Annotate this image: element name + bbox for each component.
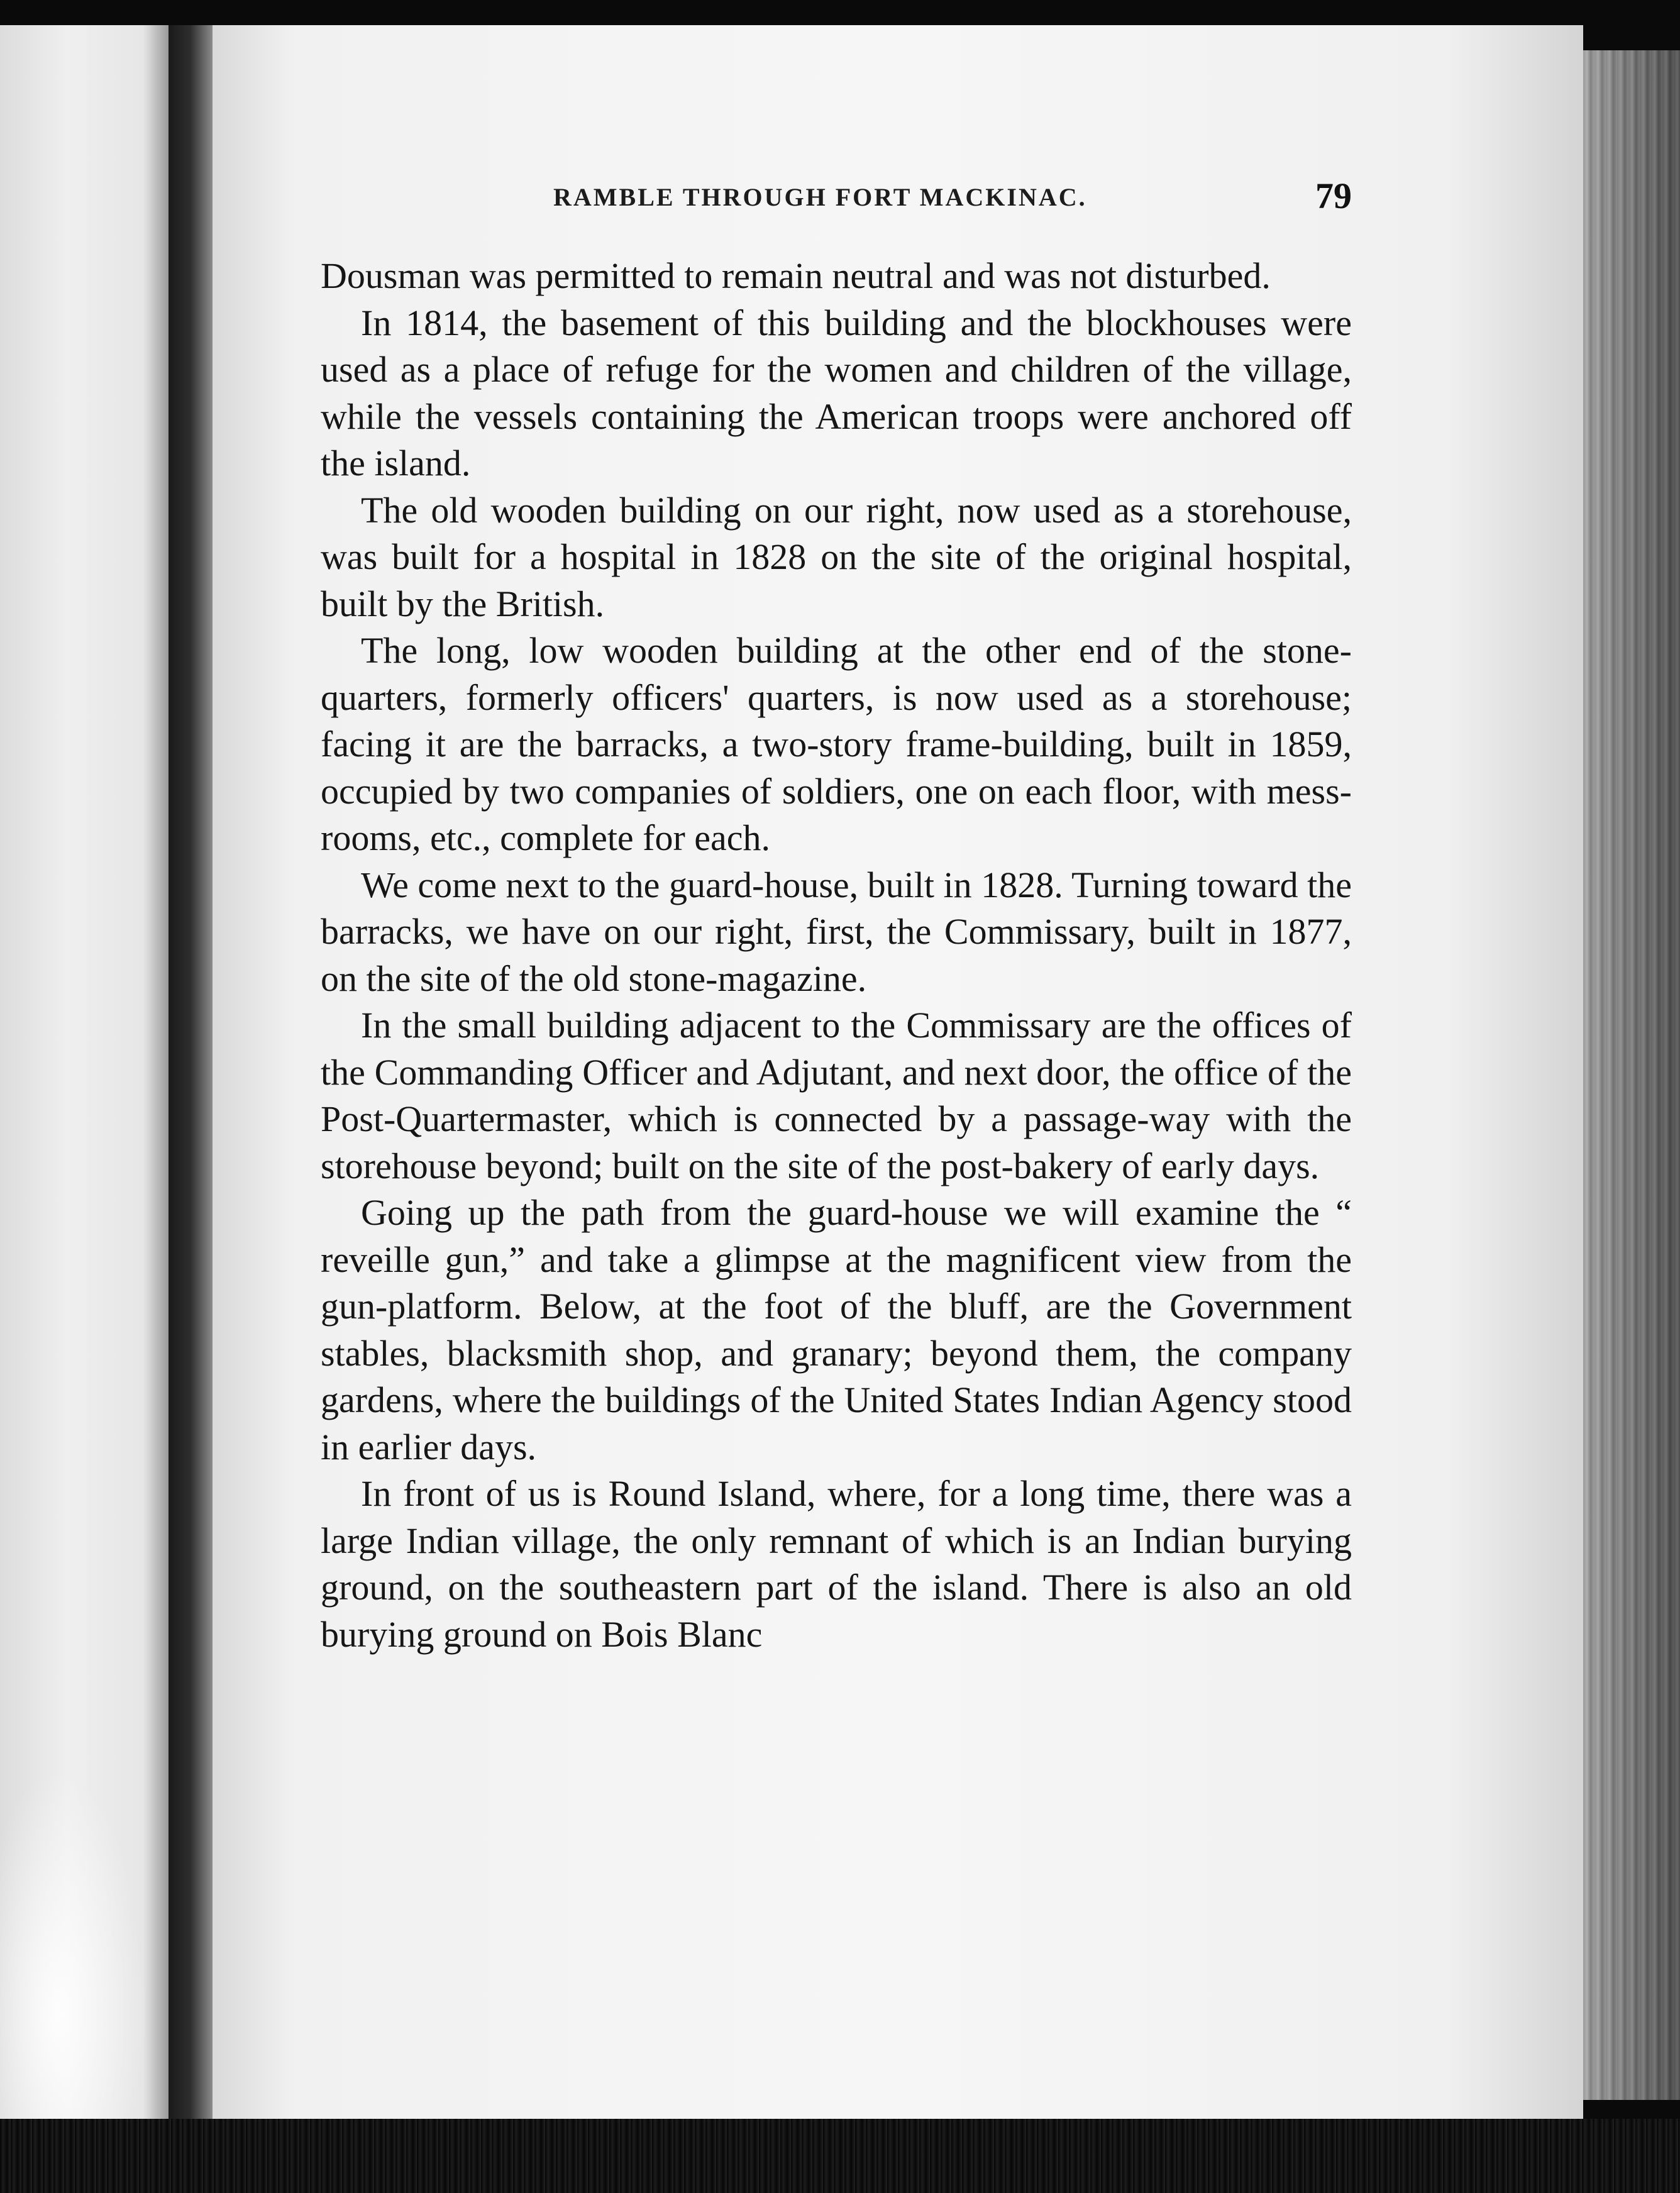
paragraph: Dousman was permitted to remain neutral and was not disturbed. bbox=[321, 255, 1271, 296]
paragraph: In the small building adjacent to the Commissary are the offices of the Commanding Officer and Adjutant, and next door, the office of the Post-Quartermaster, which is connected by a passage-way with the storehouse beyond; built on the site of the post-bakery of early days. bbox=[321, 1005, 1352, 1186]
paragraph: The long, low wooden building at the other end of the stone-quarters, formerly officers' quarters, is now used as a storehouse; facing it are the barracks, a two-story frame-building, built in 1859, occupied by two companies of soldiers, one on each floor, with mess-rooms, etc., complete for each. bbox=[321, 630, 1352, 858]
scan-border bbox=[0, 2119, 1680, 2193]
paragraph: In front of us is Round Island, where, for a long time, there was a large Indian village, the only remnant of which is an Indian burying ground, on the southeastern part of the island. There is also an old burying ground on Bois Blanc bbox=[321, 1473, 1352, 1655]
paragraph: We come next to the guard-house, built in 1828. Turning toward the barracks, we have on our right, first, the Commissary, built in 1877, on the site of the old stone-magazine. bbox=[321, 864, 1352, 999]
page-number: 79 bbox=[1315, 175, 1352, 216]
paragraph: The old wooden building on our right, now used as a storehouse, was built for a hospital in 1828 on the site of the original hospital, built by the British. bbox=[321, 489, 1352, 624]
paragraph: Going up the path from the guard-house we will examine the “ reveille gun,” and take a glimpse at the magnificent view from the gun-platform. Below, at the foot of the bluff, are the Government stables, blacksmith shop, and granary; beyond them, the company gardens, where the buildings of the United States Indian Agency stood in earlier days. bbox=[321, 1192, 1352, 1467]
running-head: RAMBLE THROUGH FORT MACKINAC. bbox=[553, 183, 1087, 211]
page-edges bbox=[1583, 50, 1680, 2100]
previous-page-edge bbox=[0, 25, 169, 2119]
book-gutter bbox=[169, 25, 213, 2119]
body-text bbox=[321, 253, 1352, 1658]
paragraph: In 1814, the basement of this building and the blockhouses were used as a place of refuge for the women and children of the village, while the vessels containing the American troops were anchored off the island. bbox=[321, 302, 1352, 483]
